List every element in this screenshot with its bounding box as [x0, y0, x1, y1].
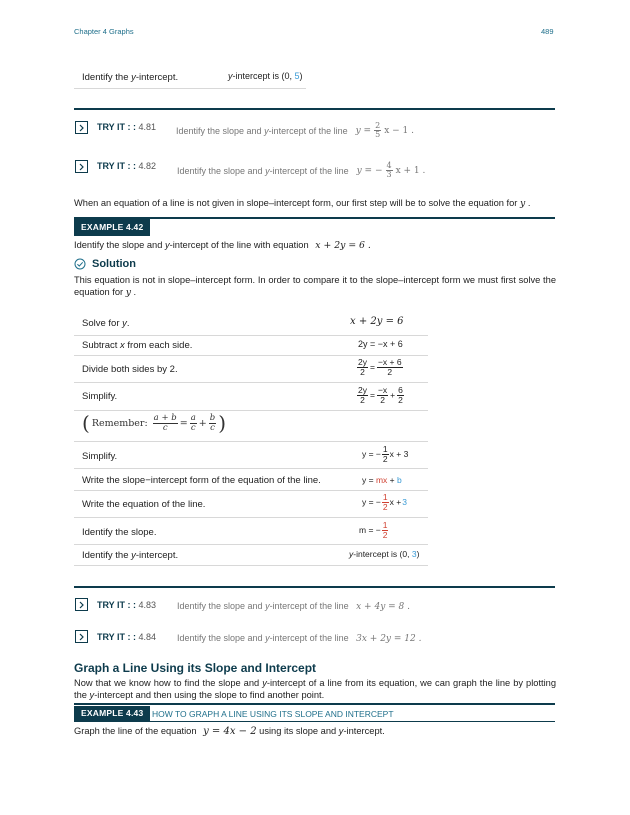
- example-prompt: Graph the line of the equation y = 4x − 2 using its slope and y-intercept.: [74, 726, 385, 737]
- try-it-toggle-button[interactable]: [75, 598, 88, 611]
- try-it-toggle-button[interactable]: [75, 121, 88, 134]
- try-it-label: TRY IT : : 4.84: [97, 632, 157, 642]
- step-math: 2y = −x + 6: [358, 339, 403, 349]
- chevron-right-icon: [78, 163, 85, 171]
- top-table-result: y-intercept is (0, 5): [228, 71, 303, 81]
- example-banner: EXAMPLE 4.42: [74, 219, 150, 236]
- example-rule: [74, 703, 555, 705]
- divider: [74, 565, 428, 566]
- step-label: Write the equation of the line.: [82, 499, 206, 510]
- section-rule: [74, 586, 555, 588]
- step-math: y = − $\frac{1}{2}$ x + 3: [362, 492, 407, 512]
- divider: [74, 335, 428, 336]
- divider: [74, 441, 428, 442]
- try-it-text: Identify the slope and y-intercept of the line 3x + 2y = 12 .: [177, 633, 422, 644]
- divider: [74, 517, 428, 518]
- divider: [74, 544, 428, 545]
- check-circle-icon: [74, 258, 86, 270]
- step-label: Subtract x from each side.: [82, 340, 193, 351]
- try-it-label: TRY IT : : 4.82: [97, 161, 157, 171]
- remember-note: ( Remember: $\frac{a + b}{c}$ = $\frac{a}{c}$ + $\frac{b}{c}$ ): [82, 411, 226, 435]
- chevron-right-icon: [78, 124, 85, 132]
- step-label: Divide both sides by 2.: [82, 364, 178, 375]
- intro-paragraph: When an equation of a line is not given in slope–intercept form, our first step will be to solve the equation for y .: [74, 198, 531, 209]
- try-it-toggle-button[interactable]: [75, 160, 88, 173]
- step-math: x + 2y = 6: [350, 316, 404, 327]
- chevron-right-icon: [78, 601, 85, 609]
- page-number: 489: [541, 27, 554, 36]
- divider: [74, 468, 428, 469]
- chapter-header: Chapter 4 Graphs: [74, 27, 134, 36]
- example-prompt: Identify the slope and y-intercept of the line with equation x + 2y = 6 .: [74, 240, 371, 251]
- try-it-label: TRY IT : : 4.81: [97, 122, 157, 132]
- try-it-text: Identify the slope and y-intercept of the line x + 4y = 8 .: [177, 601, 410, 612]
- section-heading: Graph a Line Using its Slope and Intercept: [74, 661, 317, 675]
- step-math: y = − $\frac{1}{2}$ x + 3: [362, 444, 409, 464]
- step-math: $\frac{2y}{2}$ = $\frac{-x + 6}{2}$: [358, 357, 402, 377]
- step-label: Simplify.: [82, 391, 118, 402]
- try-it-toggle-button[interactable]: [75, 630, 88, 643]
- solution-heading: Solution: [74, 258, 136, 270]
- divider: [74, 355, 428, 356]
- divider: [74, 88, 306, 89]
- section-rule: [74, 108, 555, 110]
- try-it-text: Identify the slope and y-intercept of the line y = $\frac{2}{5}$ x − 1 .: [176, 121, 414, 139]
- divider: [74, 382, 428, 383]
- divider: [74, 490, 428, 491]
- divider: [74, 721, 555, 722]
- divider: [74, 410, 428, 411]
- section-paragraph: Now that we know how to find the slope and y-intercept of a line from its equation, we can graph the line by plotting the y-intercept and then using the slope to find another point.: [74, 678, 557, 700]
- step-label: Simplify.: [82, 451, 118, 462]
- solution-text: This equation is not in slope–intercept form. In order to compare it to the slope–intercept form we must first solve the equation for y .: [74, 275, 556, 298]
- step-label: Write the slope−intercept form of the equation of the line.: [82, 475, 321, 486]
- step-math: $\frac{2y}{2}$ = $\frac{-x}{2}$ + $\frac{6}{2}$: [358, 385, 403, 405]
- example-banner: EXAMPLE 4.43: [74, 706, 150, 721]
- step-math: y = mx + b: [362, 475, 402, 485]
- chevron-right-icon: [78, 633, 85, 641]
- example-title: HOW TO GRAPH A LINE USING ITS SLOPE AND INTERCEPT: [152, 709, 394, 719]
- step-math: y-intercept is (0, 3): [349, 549, 420, 559]
- step-label: Solve for y.: [82, 318, 130, 329]
- step-label: Identify the slope.: [82, 527, 157, 538]
- try-it-label: TRY IT : : 4.83: [97, 600, 157, 610]
- top-table-label: Identify the y-intercept.: [82, 72, 179, 83]
- step-label: Identify the y-intercept.: [82, 550, 179, 561]
- step-math: m = − $\frac{1}{2}$: [359, 520, 388, 540]
- try-it-text: Identify the slope and y-intercept of the line y = − $\frac{4}{3}$ x + 1 .: [177, 161, 426, 179]
